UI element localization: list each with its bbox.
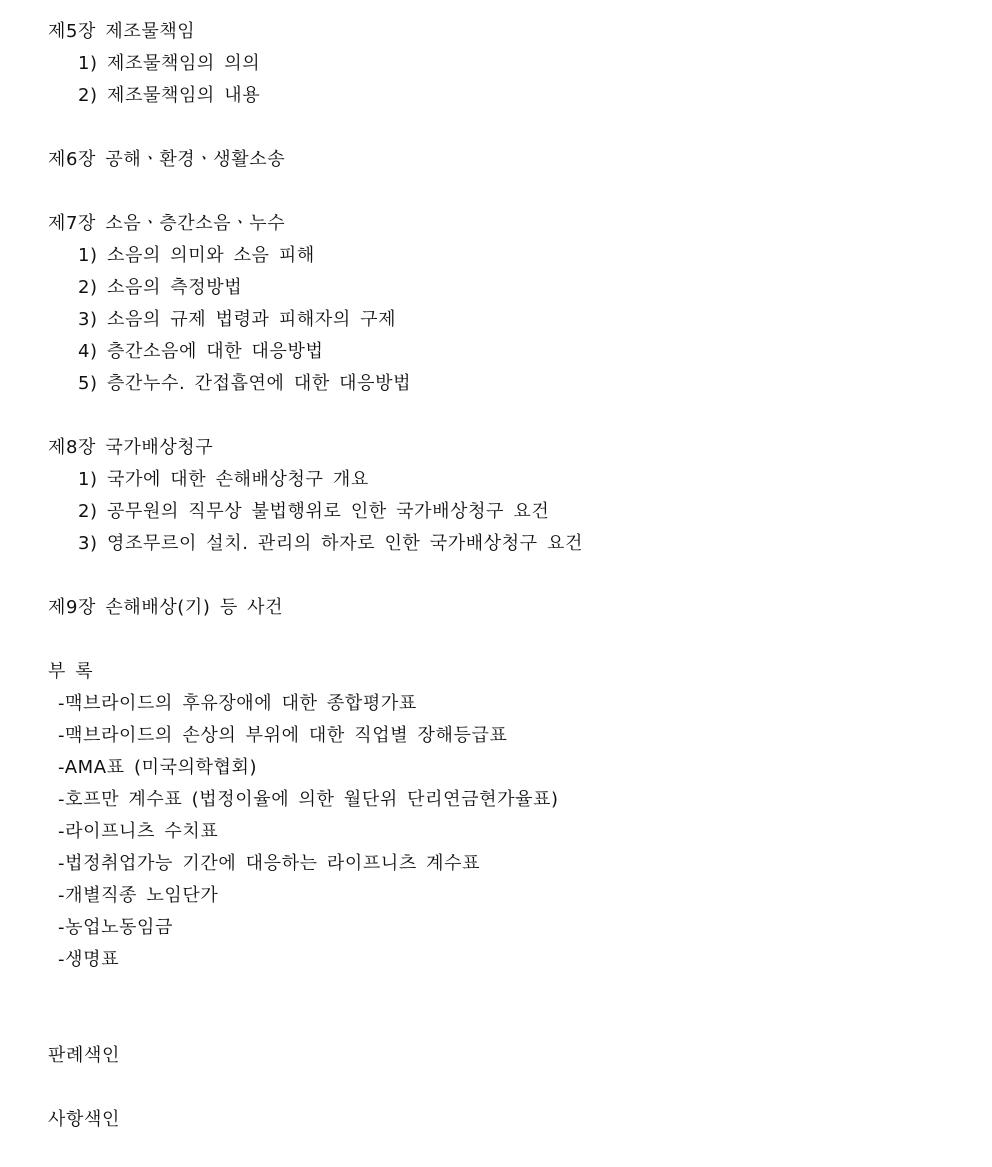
subject-index-heading: 사항색인 xyxy=(48,1109,120,1130)
chapter-6-title: 제6장 공해ㆍ환경ㆍ생활소송 xyxy=(48,149,286,170)
chapter-7-item-2: 2) 소음의 측정방법 xyxy=(78,277,243,298)
appendix-item-3: -AMA표 (미국의학협회) xyxy=(58,757,258,778)
appendix-item-7: -개별직종 노임단가 xyxy=(58,885,219,906)
chapter-7-item-5: 5) 층간누수. 간접흡연에 대한 대응방법 xyxy=(78,373,412,394)
chapter-8-title: 제8장 국가배상청구 xyxy=(48,437,214,458)
chapter-7-item-3: 3) 소음의 규제 법령과 피해자의 구제 xyxy=(78,309,397,330)
appendix-item-6: -법정취업가능 기간에 대응하는 라이프니츠 계수표 xyxy=(58,853,481,874)
chapter-8-item-3: 3) 영조무르이 설치. 관리의 하자로 인한 국가배상청구 요건 xyxy=(78,533,583,554)
chapter-7-title: 제7장 소음ㆍ층간소음ㆍ누수 xyxy=(48,213,286,234)
appendix-item-9: -생명표 xyxy=(58,949,120,970)
chapter-5-item-2: 2) 제조물책임의 내용 xyxy=(78,85,261,106)
appendix-title: 부 록 xyxy=(48,661,94,682)
appendix-item-5: -라이프니츠 수치표 xyxy=(58,821,219,842)
chapter-8-item-2: 2) 공무원의 직무상 불법행위로 인한 국가배상청구 요건 xyxy=(78,501,550,522)
chapter-5-item-1: 1) 제조물책임의 의의 xyxy=(78,53,261,74)
chapter-5-title: 제5장 제조물책임 xyxy=(48,21,196,42)
chapter-9-title: 제9장 손해배상(기) 등 사건 xyxy=(48,597,284,618)
case-index-heading: 판례색인 xyxy=(48,1045,120,1066)
appendix-item-2: -맥브라이드의 손상의 부위에 대한 직업별 장해등급표 xyxy=(58,725,508,746)
appendix-item-1: -맥브라이드의 후유장애에 대한 종합평가표 xyxy=(58,693,417,714)
chapter-7-item-1: 1) 소음의 의미와 소음 피해 xyxy=(78,245,315,266)
chapter-8-item-1: 1) 국가에 대한 손해배상청구 개요 xyxy=(78,469,369,490)
chapter-7-item-4: 4) 층간소음에 대한 대응방법 xyxy=(78,341,324,362)
appendix-item-4: -호프만 계수표 (법정이율에 의한 월단위 단리연금현가율표) xyxy=(58,789,559,810)
appendix-item-8: -농업노동임금 xyxy=(58,917,174,938)
